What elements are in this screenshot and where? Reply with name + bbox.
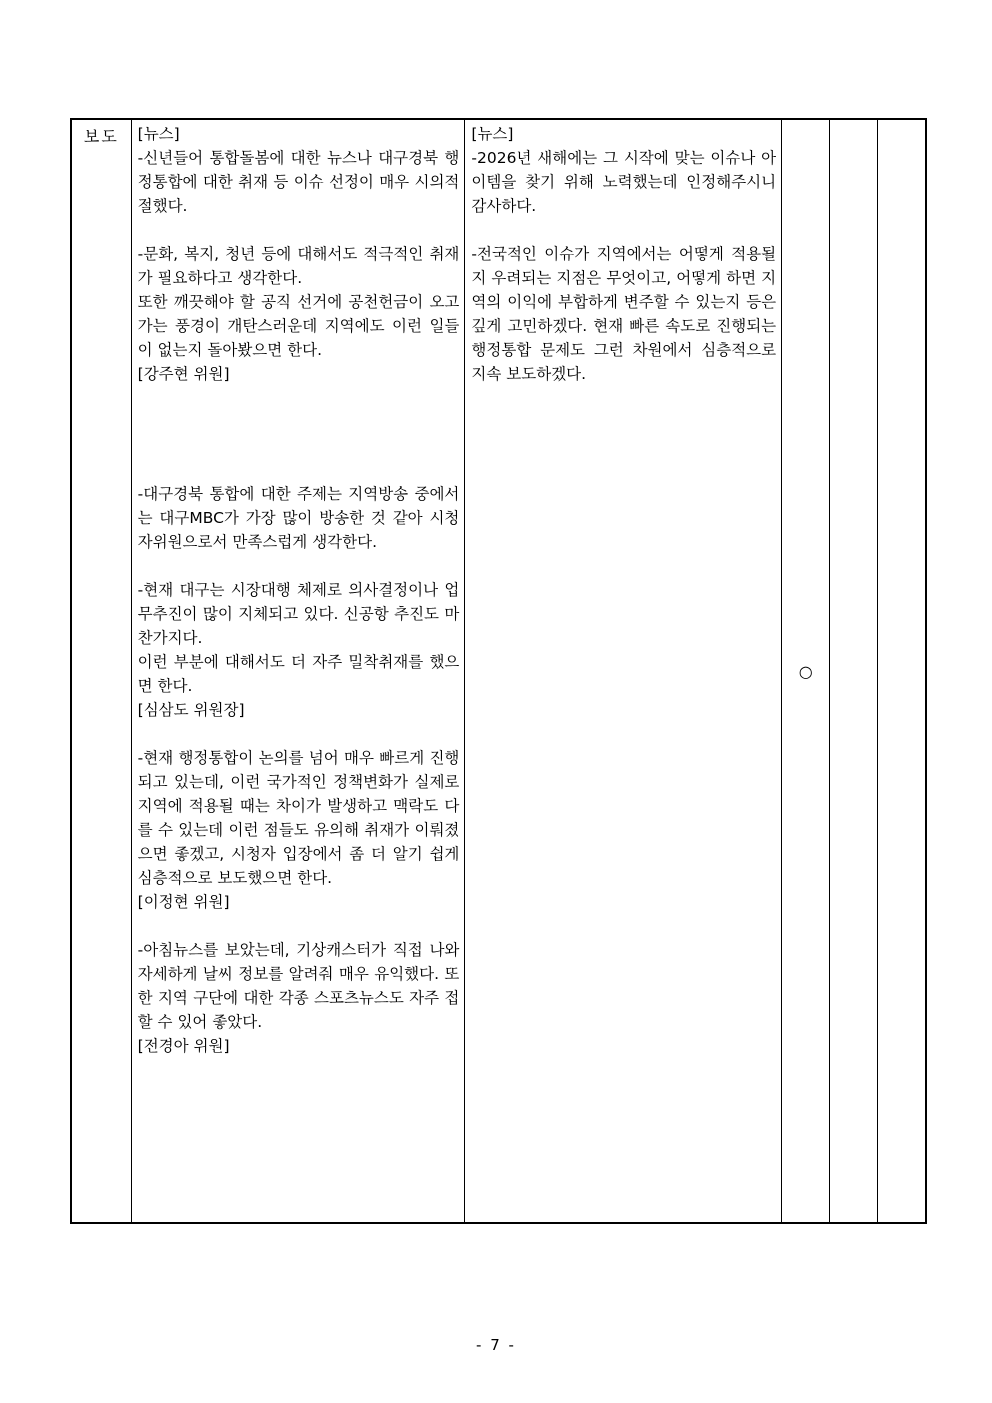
category-cell — [71, 119, 131, 1223]
response-paragraph: -2026년 새해에는 그 시작에 맞는 이슈나 아이템을 찾기 위해 노력했는데 인정해주시니 감사하다. — [471, 149, 777, 215]
opinion-paragraph: -아침뉴스를 보았는데, 기상캐스터가 직접 나와 자세하게 날씨 정보를 알려줘 매우 유익했다. 또한 지역 구단에 대한 각종 스포츠뉴스도 자주 접할 수 있어 좋았다. — [137, 941, 460, 1031]
page-number: - 7 - — [476, 1336, 516, 1354]
opinion-table — [70, 118, 927, 1224]
opinion-signature: [이정현 위원] — [137, 893, 230, 911]
opinion-signature: [심삼도 위원장] — [137, 701, 245, 719]
opinion-signature: [강주현 위원] — [137, 365, 230, 383]
empty-cell — [830, 119, 878, 1223]
opinion-signature: [전경아 위원] — [137, 1037, 230, 1055]
opinion-cell — [131, 119, 465, 1223]
circle-mark-icon: ○ — [798, 661, 813, 681]
opinion-paragraph: 이런 부분에 대해서도 더 자주 밀착취재를 했으면 한다. — [137, 653, 460, 695]
category-label: 보도 — [83, 127, 119, 146]
opinion-paragraph: 또한 깨끗해야 할 공직 선거에 공천헌금이 오고가는 풍경이 개탄스러운데 지역에도 이런 일들이 없는지 돌아봤으면 한다. — [137, 293, 460, 359]
opinion-paragraph: -현재 행정통합이 논의를 넘어 매우 빠르게 진행되고 있는데, 이런 국가적인 정책변화가 실제로 지역에 적용될 때는 차이가 발생하고 맥락도 다를 수 있는데 이런 점들도 유의해 취재가 이뤄졌으면 좋겠고, 시청자 입장에서 좀 더 알기 쉽게 심층적으로 보도했으면 한다. — [137, 749, 460, 887]
response-paragraph: -전국적인 이슈가 지역에서는 어떻게 적용될지 우려되는 지점은 무엇이고, 어떻게 하면 지역의 이익에 부합하게 변주할 수 있는지 등은 깊게 고민하겠다. 현재 빠른 속도로 진행되는 행정통합 문제도 그런 차원에서 심층적으로 지속 보도하겠다. — [471, 245, 777, 383]
opinion-paragraph: -신년들어 통합돌봄에 대한 뉴스나 대구경북 행정통합에 대한 취재 등 이슈 선정이 매우 시의적절했다. — [137, 149, 460, 215]
opinion-header: [뉴스] — [137, 125, 180, 143]
response-cell — [465, 119, 782, 1223]
opinion-paragraph: -현재 대구는 시장대행 체제로 의사결정이나 업무추진이 많이 지체되고 있다. 신공항 추진도 마찬가지다. — [137, 581, 460, 647]
opinion-paragraph: -대구경북 통합에 대한 주제는 지역방송 중에서는 대구MBC가 가장 많이 방송한 것 같아 시청자위원으로서 만족스럽게 생각한다. — [137, 485, 460, 551]
opinion-paragraph: -문화, 복지, 청년 등에 대해서도 적극적인 취재가 필요하다고 생각한다. — [137, 245, 460, 287]
table-row — [71, 119, 926, 1223]
empty-cell — [878, 119, 926, 1223]
check-mark-cell — [782, 119, 830, 1223]
response-header: [뉴스] — [471, 125, 514, 143]
